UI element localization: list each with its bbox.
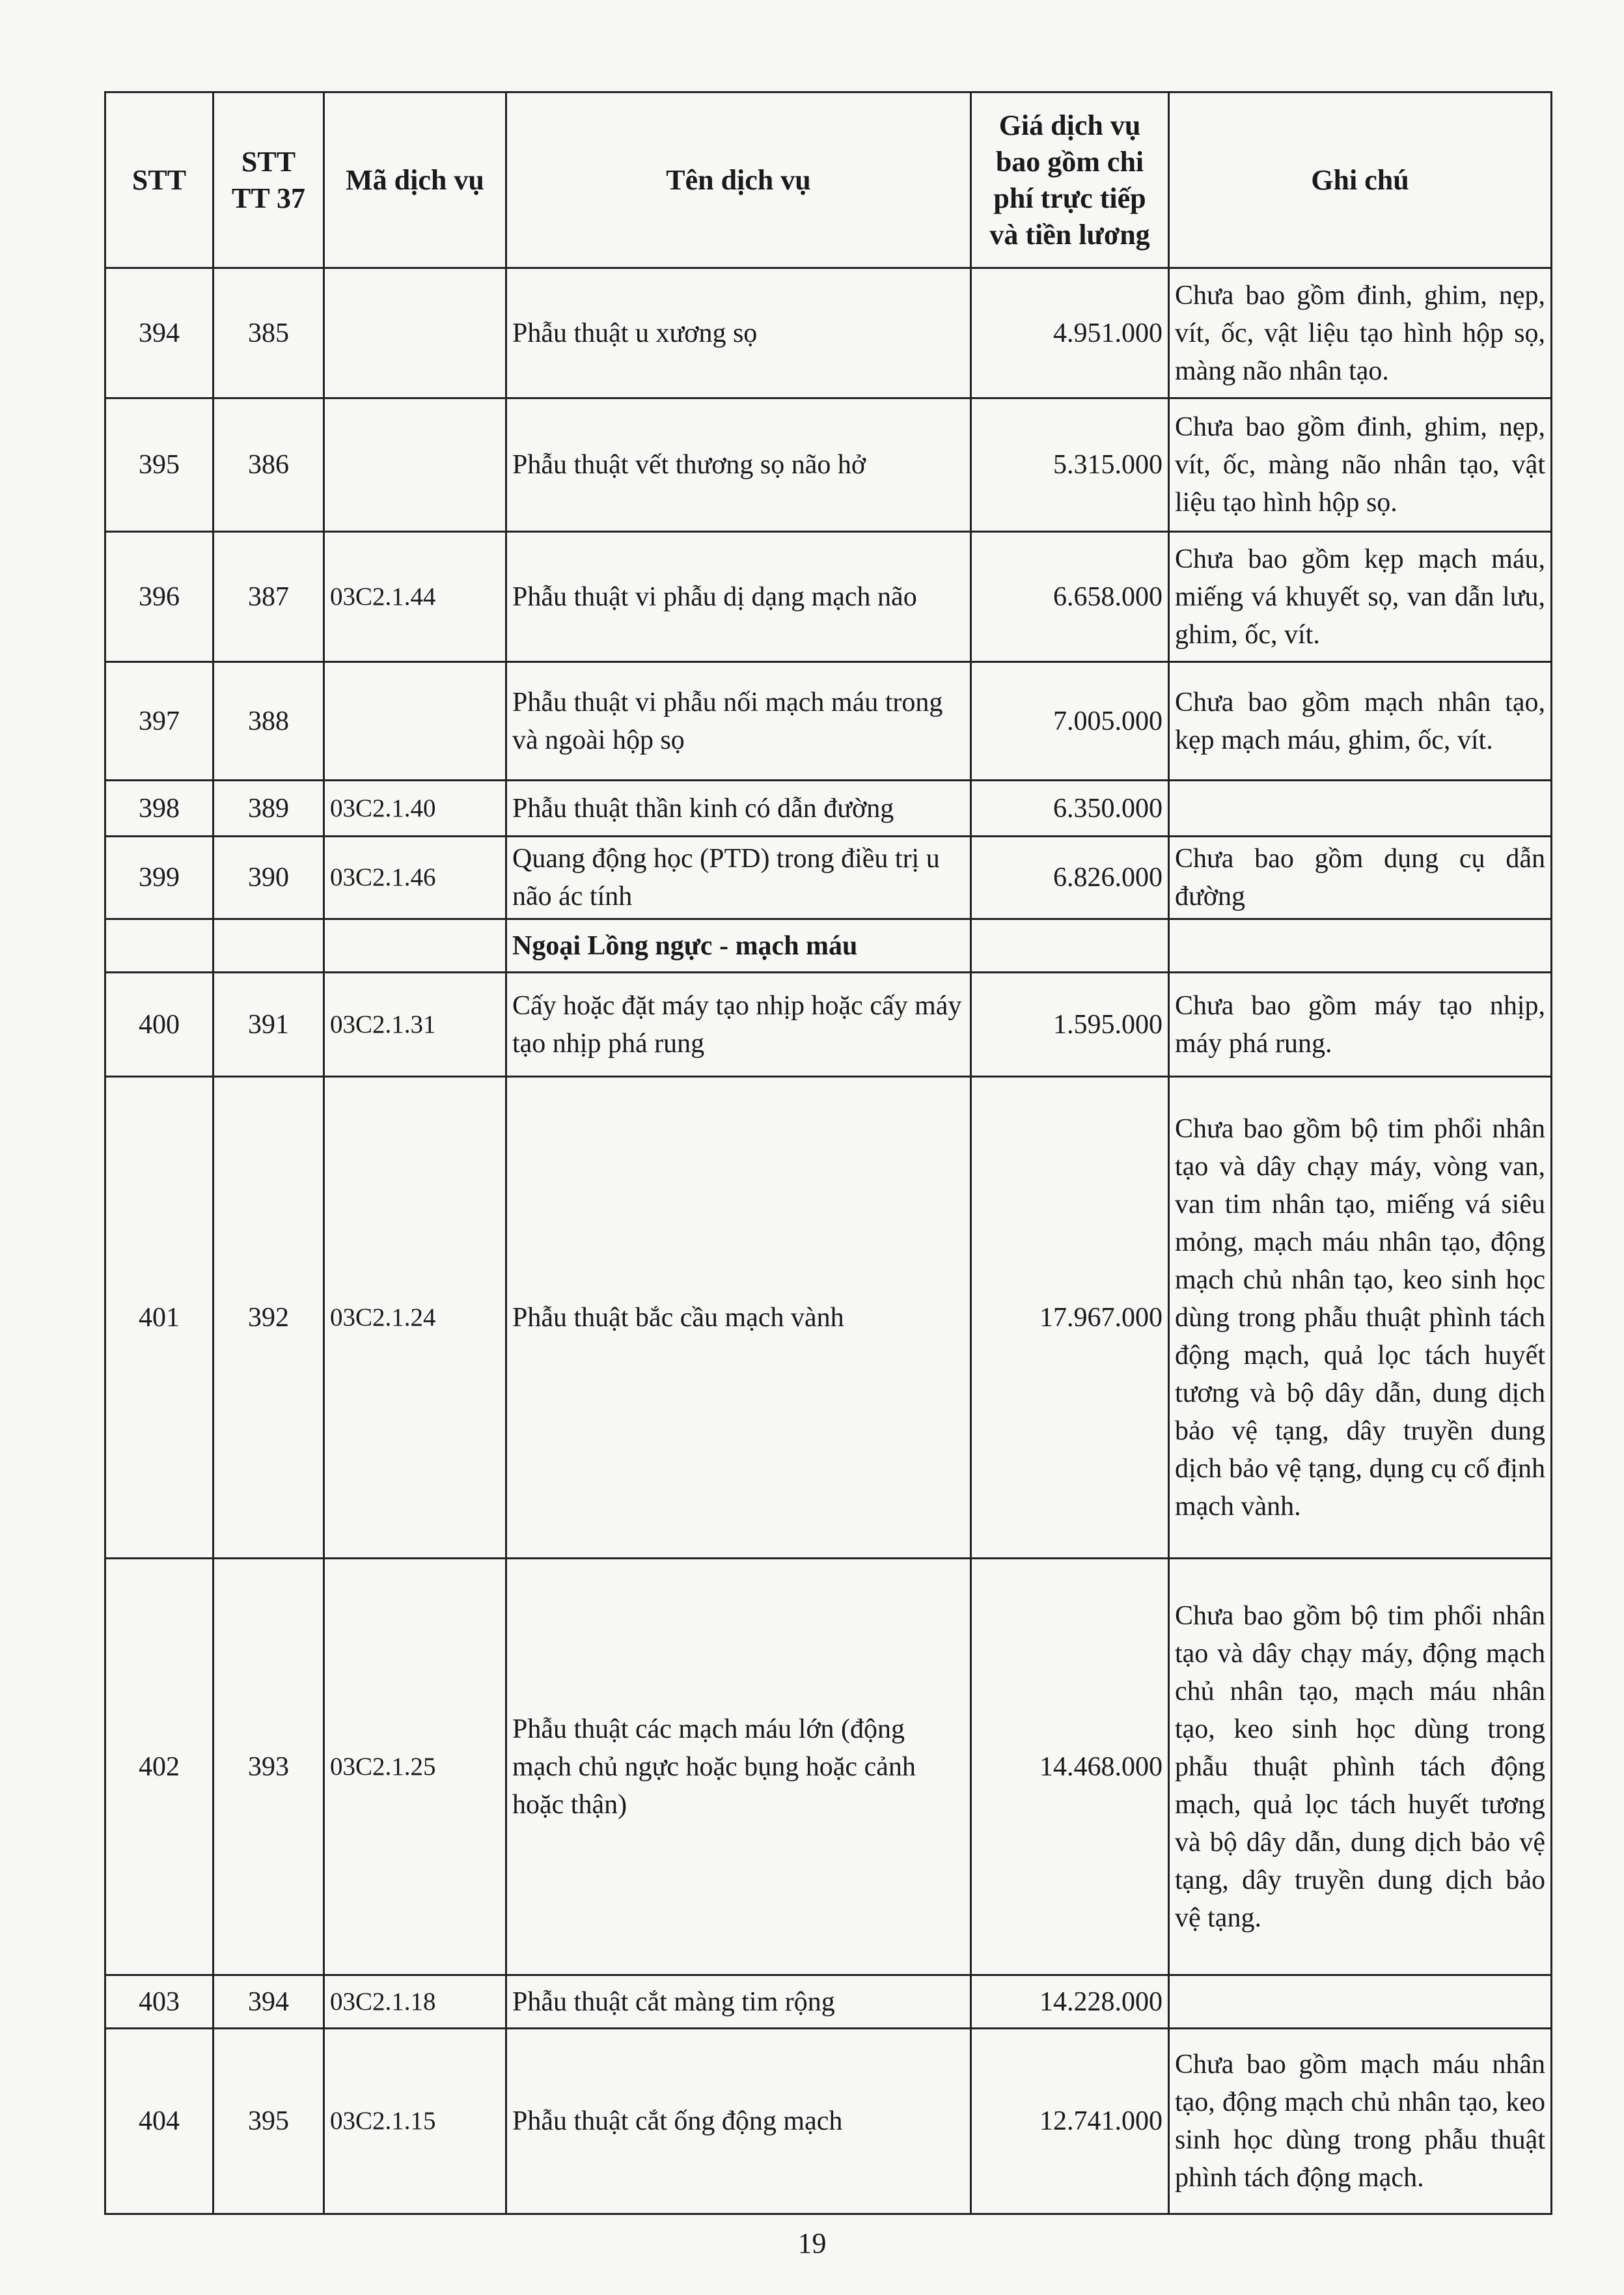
cell-name: Phẫu thuật vết thương sọ não hở bbox=[506, 398, 971, 532]
cell-stt: 395 bbox=[105, 398, 213, 532]
cell-name: Quang động học (PTD) trong điều trị u não ác tính bbox=[506, 837, 971, 919]
header-stt-tt37: STT TT 37 bbox=[213, 92, 324, 268]
cell-name: Phẫu thuật các mạch máu lớn (động mạch chủ ngực hoặc bụng hoặc cảnh hoặc thận) bbox=[506, 1559, 971, 1975]
cell-code bbox=[324, 268, 506, 398]
cell-stt-tt37: 395 bbox=[213, 2029, 324, 2214]
cell-stt-tt37 bbox=[213, 919, 324, 973]
cell-stt-tt37: 391 bbox=[213, 973, 324, 1077]
cell-stt: 398 bbox=[105, 781, 213, 837]
header-note: Ghi chú bbox=[1169, 92, 1552, 268]
cell-code bbox=[324, 919, 506, 973]
cell-note bbox=[1169, 1975, 1552, 2029]
cell-name: Phẫu thuật cắt màng tim rộng bbox=[506, 1975, 971, 2029]
cell-stt bbox=[105, 919, 213, 973]
table-row bbox=[105, 1077, 1552, 1559]
cell-price: 14.468.000 bbox=[971, 1559, 1169, 1975]
table-row bbox=[105, 268, 1552, 398]
cell-note: Chưa bao gồm mạch nhân tạo, kẹp mạch máu, ghim, ốc, vít. bbox=[1169, 662, 1552, 781]
cell-name: Phẫu thuật vi phẫu nối mạch máu trong và ngoài hộp sọ bbox=[506, 662, 971, 781]
cell-price: 6.826.000 bbox=[971, 837, 1169, 919]
cell-stt: 394 bbox=[105, 268, 213, 398]
cell-stt: 399 bbox=[105, 837, 213, 919]
cell-stt-tt37: 393 bbox=[213, 1559, 324, 1975]
cell-stt: 400 bbox=[105, 973, 213, 1077]
header-stt: STT bbox=[105, 92, 213, 268]
cell-price: 4.951.000 bbox=[971, 268, 1169, 398]
cell-price: 17.967.000 bbox=[971, 1077, 1169, 1559]
cell-name: Phẫu thuật cắt ống động mạch bbox=[506, 2029, 971, 2214]
section-title: Ngoại Lồng ngực - mạch máu bbox=[506, 919, 971, 973]
cell-note bbox=[1169, 919, 1552, 973]
cell-stt: 397 bbox=[105, 662, 213, 781]
cell-price: 12.741.000 bbox=[971, 2029, 1169, 2214]
header-row bbox=[105, 92, 1552, 268]
table-row bbox=[105, 1559, 1552, 1975]
cell-name: Phẫu thuật vi phẫu dị dạng mạch não bbox=[506, 532, 971, 662]
cell-code bbox=[324, 662, 506, 781]
cell-code: 03C2.1.24 bbox=[324, 1077, 506, 1559]
cell-stt-tt37: 387 bbox=[213, 532, 324, 662]
cell-note: Chưa bao gồm dụng cụ dẫn đường bbox=[1169, 837, 1552, 919]
cell-code: 03C2.1.18 bbox=[324, 1975, 506, 2029]
table-row bbox=[105, 837, 1552, 919]
cell-note: Chưa bao gồm máy tạo nhịp, máy phá rung. bbox=[1169, 973, 1552, 1077]
cell-name: Cấy hoặc đặt máy tạo nhịp hoặc cấy máy tạo nhịp phá rung bbox=[506, 973, 971, 1077]
cell-stt: 404 bbox=[105, 2029, 213, 2214]
cell-price: 14.228.000 bbox=[971, 1975, 1169, 2029]
table-row bbox=[105, 398, 1552, 532]
cell-note: Chưa bao gồm kẹp mạch máu, miếng vá khuyết sọ, van dẫn lưu, ghim, ốc, vít. bbox=[1169, 532, 1552, 662]
section-row bbox=[105, 919, 1552, 973]
cell-stt-tt37: 392 bbox=[213, 1077, 324, 1559]
cell-name: Phẫu thuật bắc cầu mạch vành bbox=[506, 1077, 971, 1559]
cell-stt-tt37: 386 bbox=[213, 398, 324, 532]
header-code: Mã dịch vụ bbox=[324, 92, 506, 268]
cell-price bbox=[971, 919, 1169, 973]
cell-code: 03C2.1.40 bbox=[324, 781, 506, 837]
cell-stt-tt37: 388 bbox=[213, 662, 324, 781]
cell-note: Chưa bao gồm đinh, ghim, nẹp, vít, ốc, vật liệu tạo hình hộp sọ, màng não nhân tạo. bbox=[1169, 268, 1552, 398]
cell-stt: 401 bbox=[105, 1077, 213, 1559]
table-row bbox=[105, 1975, 1552, 2029]
cell-stt: 402 bbox=[105, 1559, 213, 1975]
cell-code: 03C2.1.46 bbox=[324, 837, 506, 919]
cell-price: 5.315.000 bbox=[971, 398, 1169, 532]
cell-note: Chưa bao gồm mạch máu nhân tạo, động mạch chủ nhân tạo, keo sinh học dùng trong phẫu thuật phình tách động mạch. bbox=[1169, 2029, 1552, 2214]
cell-code: 03C2.1.31 bbox=[324, 973, 506, 1077]
cell-stt: 396 bbox=[105, 532, 213, 662]
cell-code bbox=[324, 398, 506, 532]
cell-note: Chưa bao gồm bộ tim phổi nhân tạo và dây chạy máy, vòng van, van tim nhân tạo, miếng vá siêu mỏng, mạch máu nhân tạo, động mạch chủ nhân tạo, keo sinh học dùng trong phẫu thuật phình tách động mạch, quả lọc tách huyết tương và bộ dây dẫn, dung dịch bảo vệ tạng, dây truyền dung dịch bảo vệ tạng, dụng cụ cố định mạch vành. bbox=[1169, 1077, 1552, 1559]
cell-name: Phẫu thuật u xương sọ bbox=[506, 268, 971, 398]
page-number: 19 bbox=[797, 2227, 827, 2259]
cell-code: 03C2.1.25 bbox=[324, 1559, 506, 1975]
cell-stt: 403 bbox=[105, 1975, 213, 2029]
cell-stt-tt37: 385 bbox=[213, 268, 324, 398]
cell-price: 6.350.000 bbox=[971, 781, 1169, 837]
cell-stt-tt37: 389 bbox=[213, 781, 324, 837]
table-row bbox=[105, 532, 1552, 662]
cell-code: 03C2.1.15 bbox=[324, 2029, 506, 2214]
cell-stt-tt37: 394 bbox=[213, 1975, 324, 2029]
table-row bbox=[105, 781, 1552, 837]
cell-note bbox=[1169, 781, 1552, 837]
cell-stt-tt37: 390 bbox=[213, 837, 324, 919]
table-row bbox=[105, 2029, 1552, 2214]
table-row bbox=[105, 662, 1552, 781]
header-name: Tên dịch vụ bbox=[506, 92, 971, 268]
cell-price: 1.595.000 bbox=[971, 973, 1169, 1077]
cell-note: Chưa bao gồm đinh, ghim, nẹp, vít, ốc, màng não nhân tạo, vật liệu tạo hình hộp sọ. bbox=[1169, 398, 1552, 532]
cell-price: 7.005.000 bbox=[971, 662, 1169, 781]
cell-price: 6.658.000 bbox=[971, 532, 1169, 662]
header-price: Giá dịch vụ bao gồm chi phí trực tiếp và tiền lương bbox=[971, 92, 1169, 268]
cell-note: Chưa bao gồm bộ tim phổi nhân tạo và dây chạy máy, động mạch chủ nhân tạo, mạch máu nhân tạo, keo sinh học dùng trong phẫu thuật phình tách động mạch, quả lọc tách huyết tương và bộ dây dẫn, dung dịch bảo vệ tạng, dây truyền dung dịch bảo vệ tạng. bbox=[1169, 1559, 1552, 1975]
cell-code: 03C2.1.44 bbox=[324, 532, 506, 662]
table-row bbox=[105, 973, 1552, 1077]
service-fee-table bbox=[104, 91, 1552, 2215]
cell-name: Phẫu thuật thần kinh có dẫn đường bbox=[506, 781, 971, 837]
